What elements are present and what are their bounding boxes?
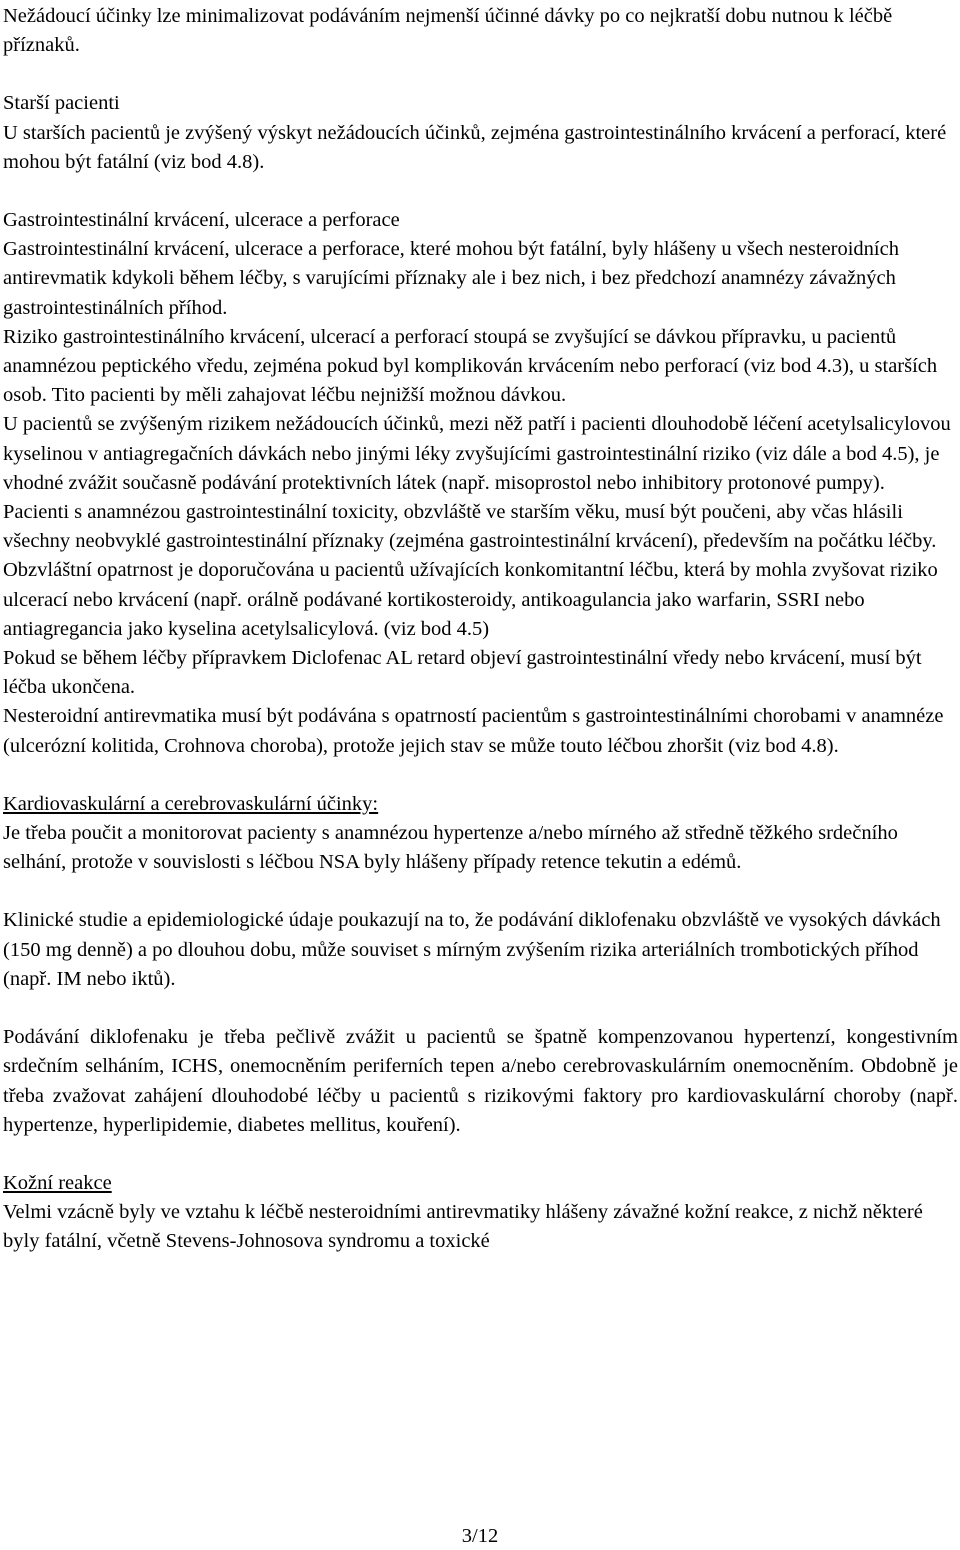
section-gi-bleeding (3, 206, 958, 761)
gi-paragraph: U pacientů se zvýšeným rizikem nežádoucích účinků, mezi něž patří i pacienti dlouhodobě léčení acetylsalicylovou kyselinou v antiagregačních dávkách nebo jinými léky zvyšujícími gastrointestinální riziko (viz dále a bod 4.5), je vhodné zvážit současně podávání protektivních látek (např. misoprostol nebo inhibitory protonové pumpy). (3, 413, 951, 494)
intro-paragraph: Nežádoucí účinky lze minimalizovat podáváním nejmenší účinné dávky po co nejkratší dobu nutnou k léčbě příznaků. (3, 5, 893, 57)
gi-paragraph: Obzvláštní opatrnost je doporučována u pacientů užívajících konkomitantní léčbu, která by mohla zvyšovat riziko ulcerací nebo krvácení (např. orálně podávané kortikosteroidy, antikoagulancia jako warfarin, SSRI nebo antiagregancia jako kyselina acetylsalicylová. (viz bod 4.5) (3, 559, 938, 640)
skin-paragraph: Velmi vzácně byly ve vztahu k léčbě nesteroidními antirevmatiky hlášeny závažné kožní reakce, z nichž některé byly fatální, včetně Stevens-Johnosova syndromu a toxické (3, 1201, 923, 1253)
gi-paragraph: Pokud se během léčby přípravkem Diclofenac AL retard objeví gastrointestinální vředy nebo krvácení, musí být léčba ukončena. (3, 647, 922, 699)
cardio-paragraph: Podávání diklofenaku je třeba pečlivě zvážit u pacientů se špatně kompenzovanou hypertenzí, kongestivním srdečním selháním, ICHS, onemocněním periferních tepen a/nebo cerebrovaskulárním onemocněním. Obdobně je třeba zvažovat zahájení dlouhodobé léčby u pacientů s rizikovými faktory pro kardiovaskulární choroby (např. hypertenze, hyperlipidemie, diabetes mellitus, kouření). (3, 1026, 958, 1136)
section-heading-gi: Gastrointestinální krvácení, ulcerace a perforace (3, 209, 400, 232)
gi-paragraph: Pacienti s anamnézou gastrointestinální toxicity, obzvláště ve starším věku, musí být poučeni, aby včas hlásili všechny neobvyklé gastrointestinální příznaky (zejména gastrointestinální krvácení), především na počátku léčby. (3, 501, 937, 553)
gi-paragraph: Riziko gastrointestinálního krvácení, ulcerací a perforací stoupá se zvyšující se dávkou přípravku, u pacientů anamnézou peptického vředu, zejména pokud byl komplikován krvácením nebo perforací (viz bod 4.3), u starších osob. Tito pacienti by měli zahajovat léčbu nejnižší možnou dávkou. (3, 325, 938, 407)
section-heading-skin: Kožní reakce (3, 1171, 112, 1194)
section-heading-elderly: Starší pacienti (3, 92, 120, 115)
section-heading-cardio: Kardiovaskulární a cerebrovaskulární účinky: (3, 792, 379, 815)
elderly-paragraph: U starších pacientů je zvýšený výskyt nežádoucích účinků, zejména gastrointestinálního krvácení a perforací, které mohou být fatální (viz bod 4.8). (3, 121, 947, 173)
page-number: 3/12 (461, 1525, 499, 1547)
gi-paragraph: Gastrointestinální krvácení, ulcerace a perforace, které mohou být fatální, byly hlášeny u všech nesteroidních antirevmatik kdykoli během léčby, s varujícími příznaky ale i bez nich, i bez předchozí anamnézy závažných gastrointestinálních příhod. (3, 238, 899, 319)
section-cardiovascular (3, 790, 958, 1140)
cardio-paragraph: Je třeba poučit a monitorovat pacienty s anamnézou hypertenze a/nebo mírného až středně těžkého srdečního selhání, protože v souvislosti s léčbou NSA byly hlášeny případy retence tekutin a edémů. (3, 822, 898, 874)
gi-paragraph: Nesteroidní antirevmatika musí být podávána s opatrností pacientům s gastrointestinálními chorobami v anamnéze (ulcerózní kolitida, Crohnova choroba), protože jejich stav se může touto léčbou zhoršit (viz bod 4.8). (3, 705, 944, 757)
cardio-paragraph: Klinické studie a epidemiologické údaje poukazují na to, že podávání diklofenaku obzvláště ve vysokých dávkách (150 mg denně) a po dlouhou dobu, může souviset s mírným zvýšením rizika arteriálních trombotických příhod (např. IM nebo iktů). (3, 909, 941, 990)
section-skin-reactions (3, 1169, 958, 1257)
document-page (3, 2, 958, 1257)
section-elderly (3, 89, 958, 177)
